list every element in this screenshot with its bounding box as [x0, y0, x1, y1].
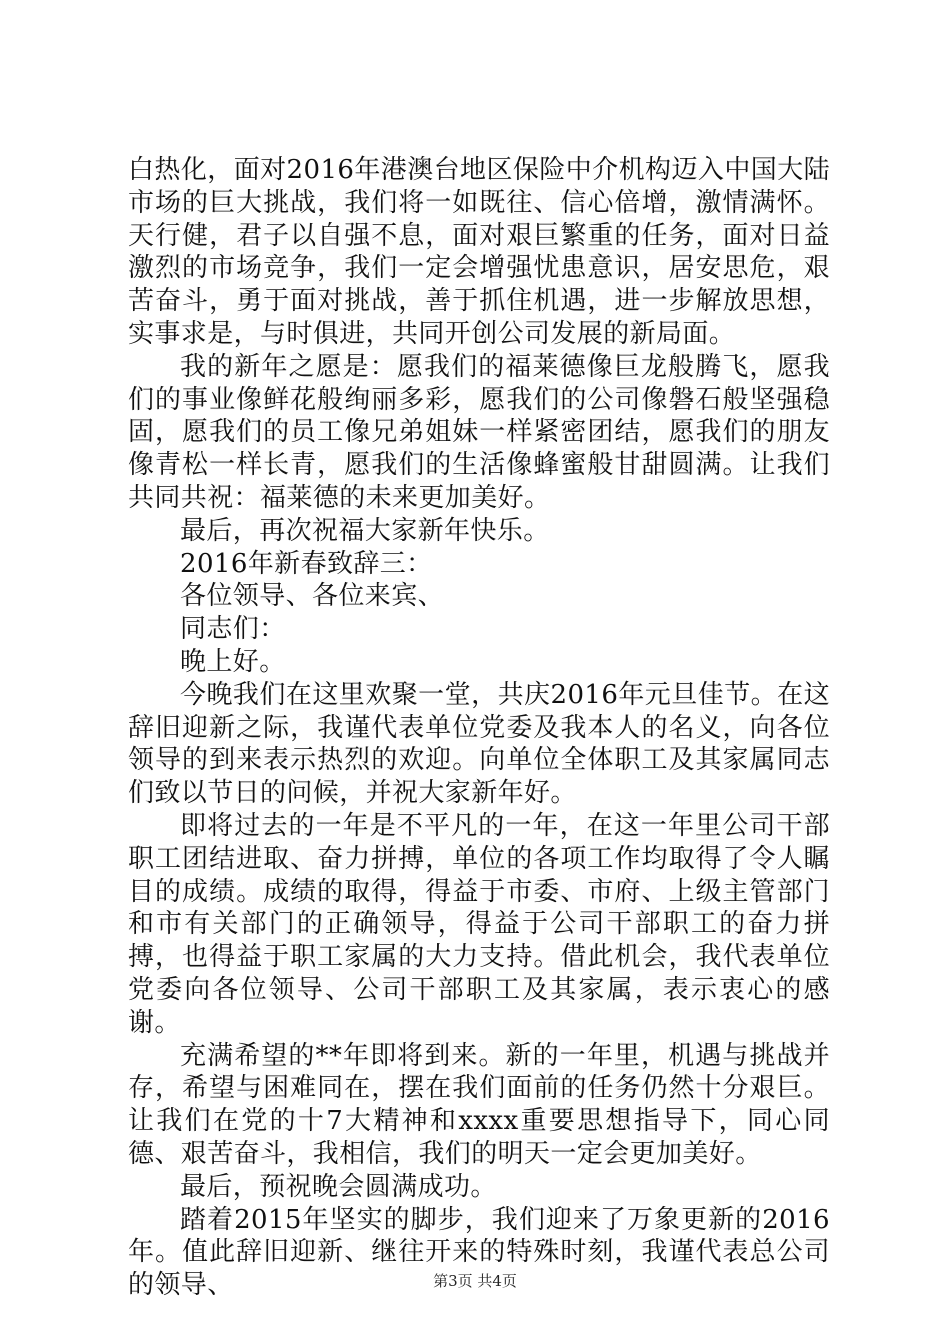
paragraph-12: 踏着2015年坚实的脚步，我们迎来了万象更新的2016年。值此辞旧迎新、继往开来的特殊时刻，我谨代表总公司的领导、 [128, 1204, 830, 1301]
page-number-footer: 第3页 共4页 [433, 1272, 517, 1290]
salutation-line-2: 同志们： [180, 614, 286, 645]
paragraph-11: 最后，预祝晚会圆满成功。 [180, 1171, 497, 1202]
paragraph-8: 今晚我们在这里欢聚一堂，共庆2016年元旦佳节。在这辞旧迎新之际，我谨代表单位党委及我本人的名义，向各位领导的到来表示热烈的欢迎。向单位全体职工及其家属同志们致以节日的问候，并祝大家新年好。 [128, 679, 830, 809]
salutation-line-1: 各位领导、各位来宾、 [180, 581, 445, 612]
paragraph-2: 我的新年之愿是：愿我们的福莱德像巨龙般腾飞，愿我们的事业像鲜花般绚丽多彩，愿我们的公司像磐石般坚强稳固，愿我们的员工像兄弟姐妹一样紧密团结，愿我们的朋友像青松一样长青，愿我们的生活像蜂蜜般甘甜圆满。让我们共同共祝：福莱德的未来更加美好。 [128, 351, 830, 513]
greeting-line: 晚上好。 [180, 646, 286, 677]
document-body [128, 154, 830, 1302]
paragraph-1: 白热化，面对2016年港澳台地区保险中介机构迈入中国大陆市场的巨大挑战，我们将一如既往、信心倍增，激情满怀。天行健，君子以自强不息，面对艰巨繁重的任务，面对日益激烈的市场竞争，我们一定会增强忧患意识，居安思危，艰苦奋斗，勇于面对挑战，善于抓住机遇，进一步解放思想，实事求是，与时俱进，共同开创公司发展的新局面。 [128, 155, 830, 349]
paragraph-9: 即将过去的一年是不平凡的一年，在这一年里公司干部职工团结进取、奋力拼搏，单位的各项工作均取得了令人瞩目的成绩。成绩的取得，得益于市委、市府、上级主管部门和市有关部门的正确领导，得益于公司干部职工的奋力拼搏，也得益于职工家属的大力支持。借此机会，我代表单位党委向各位领导、公司干部职工及其家属，表示衷心的感谢。 [128, 810, 830, 1038]
paragraph-3: 最后，再次祝福大家新年快乐。 [180, 515, 550, 546]
paragraph-10: 充满希望的**年即将到来。新的一年里，机遇与挑战并存，希望与困难同在，摆在我们面前的任务仍然十分艰巨。让我们在党的十7大精神和xxxx重要思想指导下，同心同德、艰苦奋斗，我相信，我们的明天一定会更加美好。 [128, 1040, 830, 1169]
section-heading: 2016年新春致辞三： [180, 548, 433, 579]
